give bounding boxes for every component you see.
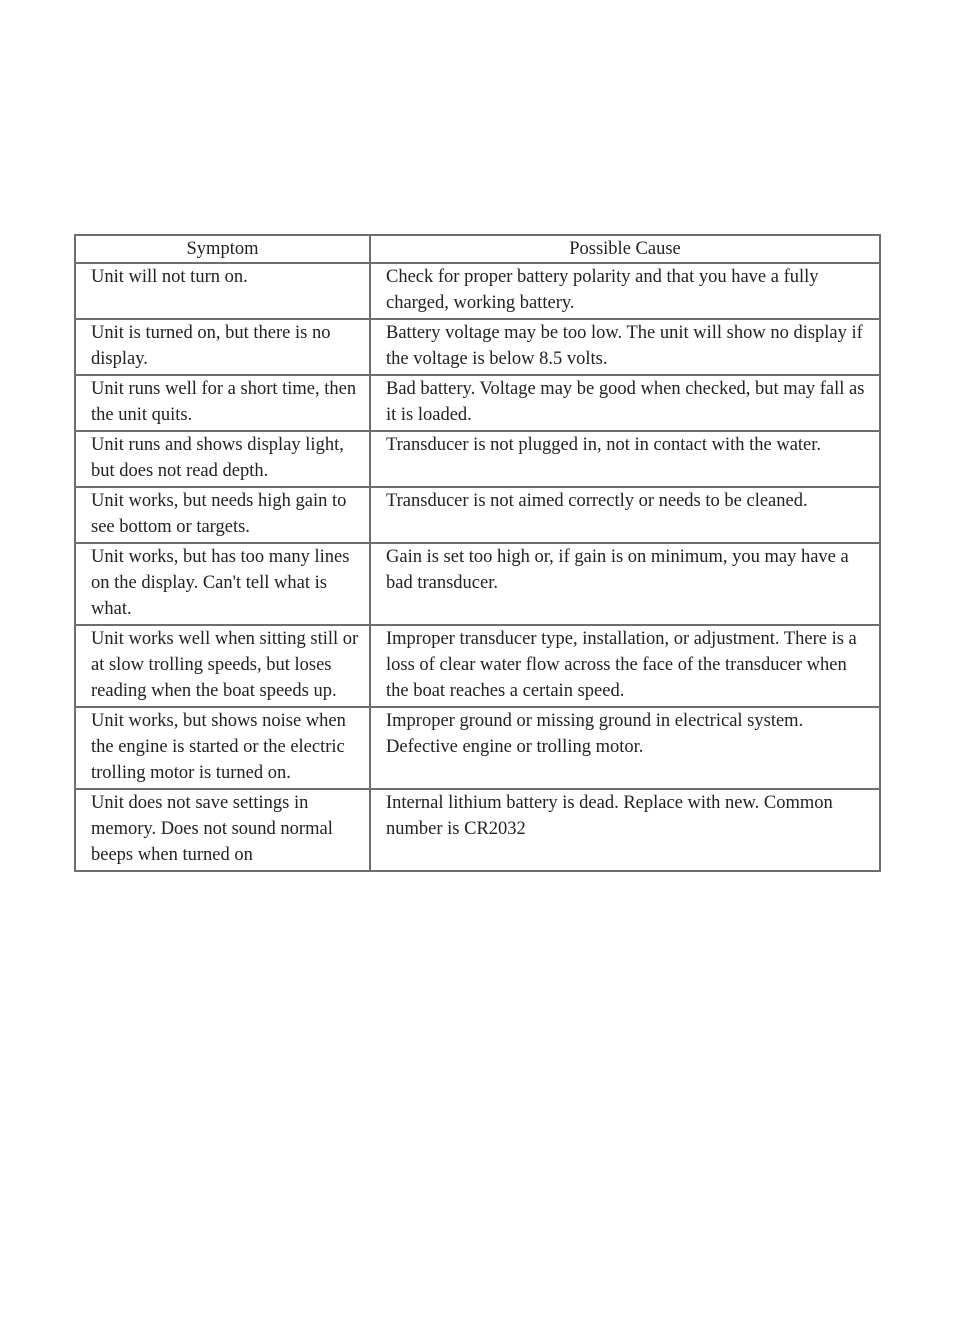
table-row <box>75 375 880 431</box>
table-header-row <box>75 235 880 263</box>
table-row <box>75 789 880 871</box>
symptom-cell: Unit runs and shows display light, but does not read depth. <box>75 431 370 487</box>
table-row <box>75 431 880 487</box>
cause-cell: Improper transducer type, installation, or adjustment. There is a loss of clear water flow across the face of the transducer when the boat reaches a certain speed. <box>370 625 880 707</box>
table-row <box>75 319 880 375</box>
table-row <box>75 625 880 707</box>
symptom-cell: Unit works, but needs high gain to see bottom or targets. <box>75 487 370 543</box>
table-row <box>75 263 880 319</box>
symptom-cell: Unit works well when sitting still or at slow trolling speeds, but loses reading when the boat speeds up. <box>75 625 370 707</box>
header-symptom: Symptom <box>75 235 370 263</box>
table-row <box>75 487 880 543</box>
cause-cell: Transducer is not aimed correctly or needs to be cleaned. <box>370 487 880 543</box>
cause-cell: Improper ground or missing ground in electrical system. Defective engine or trolling motor. <box>370 707 880 789</box>
troubleshooting-table <box>74 234 881 872</box>
cause-cell: Check for proper battery polarity and that you have a fully charged, working battery. <box>370 263 880 319</box>
cause-cell: Gain is set too high or, if gain is on minimum, you may have a bad transducer. <box>370 543 880 625</box>
symptom-cell: Unit will not turn on. <box>75 263 370 319</box>
cause-cell: Internal lithium battery is dead. Replace with new. Common number is CR2032 <box>370 789 880 871</box>
symptom-cell: Unit runs well for a short time, then the unit quits. <box>75 375 370 431</box>
symptom-cell: Unit is turned on, but there is no display. <box>75 319 370 375</box>
header-possible-cause: Possible Cause <box>370 235 880 263</box>
symptom-cell: Unit works, but shows noise when the engine is started or the electric trolling motor is turned on. <box>75 707 370 789</box>
symptom-cell: Unit works, but has too many lines on the display. Can't tell what is what. <box>75 543 370 625</box>
cause-cell: Bad battery. Voltage may be good when checked, but may fall as it is loaded. <box>370 375 880 431</box>
symptom-cell: Unit does not save settings in memory. Does not sound normal beeps when turned on <box>75 789 370 871</box>
table-row <box>75 543 880 625</box>
cause-cell: Transducer is not plugged in, not in contact with the water. <box>370 431 880 487</box>
cause-cell: Battery voltage may be too low. The unit will show no display if the voltage is below 8.5 volts. <box>370 319 880 375</box>
table-row <box>75 707 880 789</box>
